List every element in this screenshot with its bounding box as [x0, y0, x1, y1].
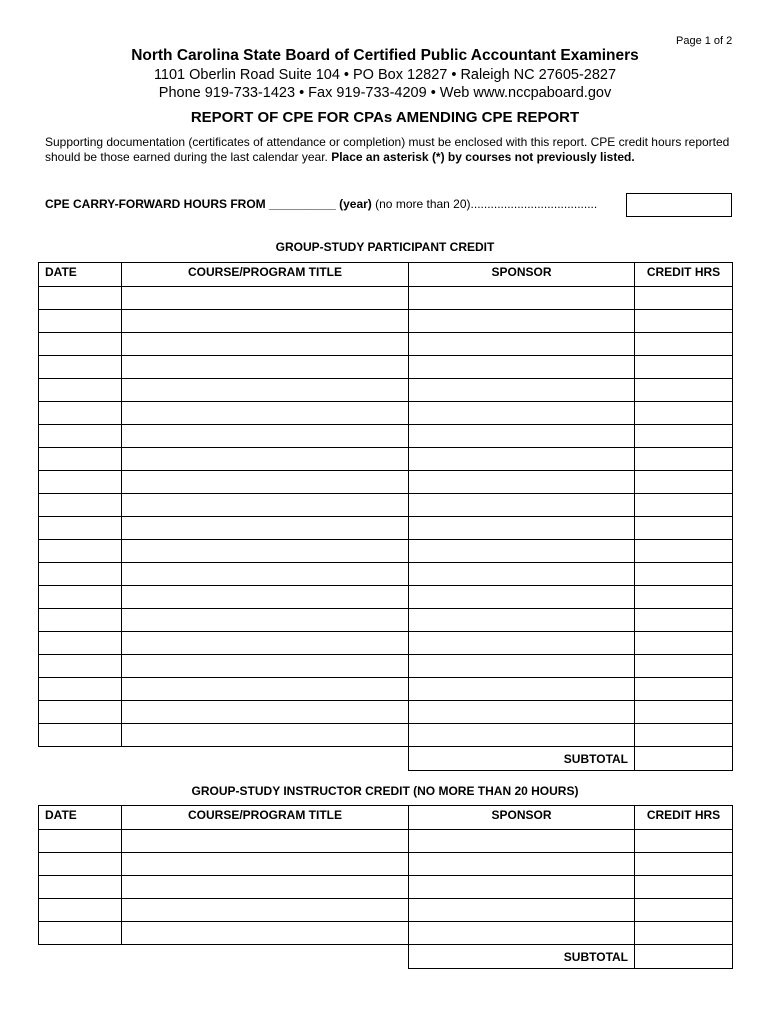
table-row	[39, 356, 733, 379]
date-cell[interactable]	[39, 471, 122, 494]
credit-hrs-cell[interactable]	[635, 899, 733, 922]
course-title-cell[interactable]	[122, 724, 409, 747]
sponsor-cell[interactable]	[409, 425, 635, 448]
sponsor-cell[interactable]	[409, 333, 635, 356]
sponsor-cell[interactable]	[409, 379, 635, 402]
table-row	[39, 853, 733, 876]
credit-hrs-cell[interactable]	[635, 609, 733, 632]
table-row	[39, 724, 733, 747]
date-cell[interactable]	[39, 402, 122, 425]
carry-forward-year-label: (year)	[339, 197, 372, 211]
credit-hrs-cell[interactable]	[635, 876, 733, 899]
credit-hrs-cell[interactable]	[635, 356, 733, 379]
organization-address: 1101 Oberlin Road Suite 104 • PO Box 12827 • Raleigh NC 27605-2827	[153, 67, 617, 83]
credit-hrs-cell[interactable]	[635, 333, 733, 356]
course-title-cell[interactable]	[122, 701, 409, 724]
course-title-cell[interactable]	[122, 899, 409, 922]
credit-hrs-cell[interactable]	[635, 853, 733, 876]
table-row	[39, 517, 733, 540]
table-row	[39, 899, 733, 922]
credit-hrs-cell[interactable]	[635, 494, 733, 517]
table-row	[39, 287, 733, 310]
credit-hrs-cell[interactable]	[635, 471, 733, 494]
course-title-cell[interactable]	[122, 494, 409, 517]
organization-name: North Carolina State Board of Certified Public Accountant Examiners	[131, 47, 639, 64]
subtotal-credit-hrs-field[interactable]	[635, 945, 733, 969]
subtotal-credit-hrs-field[interactable]	[635, 747, 733, 771]
sponsor-cell[interactable]	[409, 609, 635, 632]
date-cell[interactable]	[39, 632, 122, 655]
credit-hrs-cell[interactable]	[635, 540, 733, 563]
course-title-cell[interactable]	[122, 586, 409, 609]
sponsor-cell[interactable]	[409, 563, 635, 586]
table-row	[39, 379, 733, 402]
table-row	[39, 425, 733, 448]
page-number: Page 1 of 2	[676, 35, 733, 47]
table-row	[39, 471, 733, 494]
credit-hrs-cell[interactable]	[635, 678, 733, 701]
course-title-cell[interactable]	[122, 356, 409, 379]
credit-hrs-cell[interactable]	[635, 402, 733, 425]
table-row	[39, 701, 733, 724]
subtotal-label: SUBTOTAL	[409, 747, 635, 771]
credit-hrs-cell[interactable]	[635, 586, 733, 609]
instructor-section-title: GROUP-STUDY INSTRUCTOR CREDIT (NO MORE THAN 20 HOURS)	[191, 784, 579, 798]
subtotal-row	[39, 945, 733, 969]
table-row	[39, 922, 733, 945]
sponsor-cell[interactable]	[409, 402, 635, 425]
carry-forward-line	[45, 197, 597, 211]
credit-hrs-cell[interactable]	[635, 830, 733, 853]
intro-emphasis: Place an asterisk (*) by courses not previously listed.	[331, 150, 635, 164]
course-title-cell[interactable]	[122, 609, 409, 632]
sponsor-cell[interactable]	[409, 701, 635, 724]
sponsor-cell[interactable]	[409, 922, 635, 945]
subtotal-spacer	[39, 945, 409, 969]
sponsor-cell[interactable]	[409, 678, 635, 701]
table-row	[39, 655, 733, 678]
column-header-date: DATE	[39, 806, 122, 830]
sponsor-cell[interactable]	[409, 899, 635, 922]
course-title-cell[interactable]	[122, 471, 409, 494]
date-cell[interactable]	[39, 876, 122, 899]
course-title-cell[interactable]	[122, 678, 409, 701]
table-row	[39, 540, 733, 563]
carry-forward-note: (no more than 20)......................................	[375, 197, 598, 211]
course-title-cell[interactable]	[122, 402, 409, 425]
sponsor-cell[interactable]	[409, 724, 635, 747]
sponsor-cell[interactable]	[409, 540, 635, 563]
course-title-cell[interactable]	[122, 563, 409, 586]
credit-hrs-cell[interactable]	[635, 724, 733, 747]
table-row	[39, 494, 733, 517]
credit-hrs-cell[interactable]	[635, 701, 733, 724]
column-header-date: DATE	[39, 263, 122, 287]
date-cell[interactable]	[39, 724, 122, 747]
table-row	[39, 609, 733, 632]
carry-forward-hours-field[interactable]	[626, 193, 732, 217]
carry-forward-label: CPE CARRY-FORWARD HOURS FROM	[45, 197, 266, 211]
credit-hrs-cell[interactable]	[635, 448, 733, 471]
sponsor-cell[interactable]	[409, 853, 635, 876]
course-title-cell[interactable]	[122, 876, 409, 899]
sponsor-cell[interactable]	[409, 356, 635, 379]
date-cell[interactable]	[39, 609, 122, 632]
table-row	[39, 632, 733, 655]
sponsor-cell[interactable]	[409, 586, 635, 609]
date-cell[interactable]	[39, 448, 122, 471]
column-header-sponsor: SPONSOR	[409, 806, 635, 830]
table-row	[39, 310, 733, 333]
sponsor-cell[interactable]	[409, 494, 635, 517]
subtotal-row	[39, 747, 733, 771]
date-cell[interactable]	[39, 494, 122, 517]
sponsor-cell[interactable]	[409, 655, 635, 678]
date-cell[interactable]	[39, 425, 122, 448]
sponsor-cell[interactable]	[409, 632, 635, 655]
date-cell[interactable]	[39, 678, 122, 701]
table-header-row	[39, 263, 733, 287]
sponsor-cell[interactable]	[409, 310, 635, 333]
credit-hrs-cell[interactable]	[635, 287, 733, 310]
course-title-cell[interactable]	[122, 425, 409, 448]
date-cell[interactable]	[39, 517, 122, 540]
course-title-cell[interactable]	[122, 448, 409, 471]
table-row	[39, 448, 733, 471]
credit-hrs-cell[interactable]	[635, 425, 733, 448]
subtotal-label: SUBTOTAL	[409, 945, 635, 969]
table-row	[39, 402, 733, 425]
sponsor-cell[interactable]	[409, 287, 635, 310]
credit-hrs-cell[interactable]	[635, 379, 733, 402]
course-title-cell[interactable]	[122, 517, 409, 540]
sponsor-cell[interactable]	[409, 830, 635, 853]
table-row	[39, 586, 733, 609]
date-cell[interactable]	[39, 333, 122, 356]
date-cell[interactable]	[39, 899, 122, 922]
course-title-cell[interactable]	[122, 853, 409, 876]
organization-contact: Phone 919-733-1423 • Fax 919-733-4209 • Web www.nccpaboard.gov	[158, 85, 612, 101]
intro-paragraph	[45, 135, 735, 165]
date-cell[interactable]	[39, 830, 122, 853]
sponsor-cell[interactable]	[409, 876, 635, 899]
date-cell[interactable]	[39, 922, 122, 945]
date-cell[interactable]	[39, 655, 122, 678]
course-title-cell[interactable]	[122, 922, 409, 945]
sponsor-cell[interactable]	[409, 448, 635, 471]
table-row	[39, 830, 733, 853]
table-row	[39, 333, 733, 356]
column-header-course-title: COURSE/PROGRAM TITLE	[122, 806, 409, 830]
date-cell[interactable]	[39, 310, 122, 333]
credit-hrs-cell[interactable]	[635, 563, 733, 586]
intro-text: Supporting documentation (certificates of attendance or completion) must be enclosed with this report. CPE credit hours reported should be those earned during the last calendar year.	[45, 135, 730, 164]
column-header-credit-hrs: CREDIT HRS	[635, 263, 733, 287]
table-row	[39, 563, 733, 586]
table-row	[39, 678, 733, 701]
course-title-cell[interactable]	[122, 632, 409, 655]
table-header-row	[39, 806, 733, 830]
course-title-cell[interactable]	[122, 655, 409, 678]
course-title-cell[interactable]	[122, 287, 409, 310]
date-cell[interactable]	[39, 356, 122, 379]
course-title-cell[interactable]	[122, 540, 409, 563]
date-cell[interactable]	[39, 379, 122, 402]
form-title: REPORT OF CPE FOR CPAs AMENDING CPE REPORT	[190, 109, 580, 126]
column-header-sponsor: SPONSOR	[409, 263, 635, 287]
credit-hrs-cell[interactable]	[635, 655, 733, 678]
column-header-course-title: COURSE/PROGRAM TITLE	[122, 263, 409, 287]
sponsor-cell[interactable]	[409, 517, 635, 540]
carry-forward-year-blank[interactable]: __________	[269, 197, 336, 211]
column-header-credit-hrs: CREDIT HRS	[635, 806, 733, 830]
course-title-cell[interactable]	[122, 333, 409, 356]
credit-hrs-cell[interactable]	[635, 922, 733, 945]
date-cell[interactable]	[39, 287, 122, 310]
subtotal-spacer	[39, 747, 409, 771]
instructor-credit-table	[38, 805, 733, 969]
course-title-cell[interactable]	[122, 830, 409, 853]
credit-hrs-cell[interactable]	[635, 310, 733, 333]
date-cell[interactable]	[39, 540, 122, 563]
course-title-cell[interactable]	[122, 310, 409, 333]
credit-hrs-cell[interactable]	[635, 632, 733, 655]
participant-credit-table	[38, 262, 733, 771]
date-cell[interactable]	[39, 586, 122, 609]
date-cell[interactable]	[39, 701, 122, 724]
date-cell[interactable]	[39, 853, 122, 876]
table-row	[39, 876, 733, 899]
course-title-cell[interactable]	[122, 379, 409, 402]
credit-hrs-cell[interactable]	[635, 517, 733, 540]
date-cell[interactable]	[39, 563, 122, 586]
sponsor-cell[interactable]	[409, 471, 635, 494]
participant-section-title: GROUP-STUDY PARTICIPANT CREDIT	[275, 240, 495, 254]
